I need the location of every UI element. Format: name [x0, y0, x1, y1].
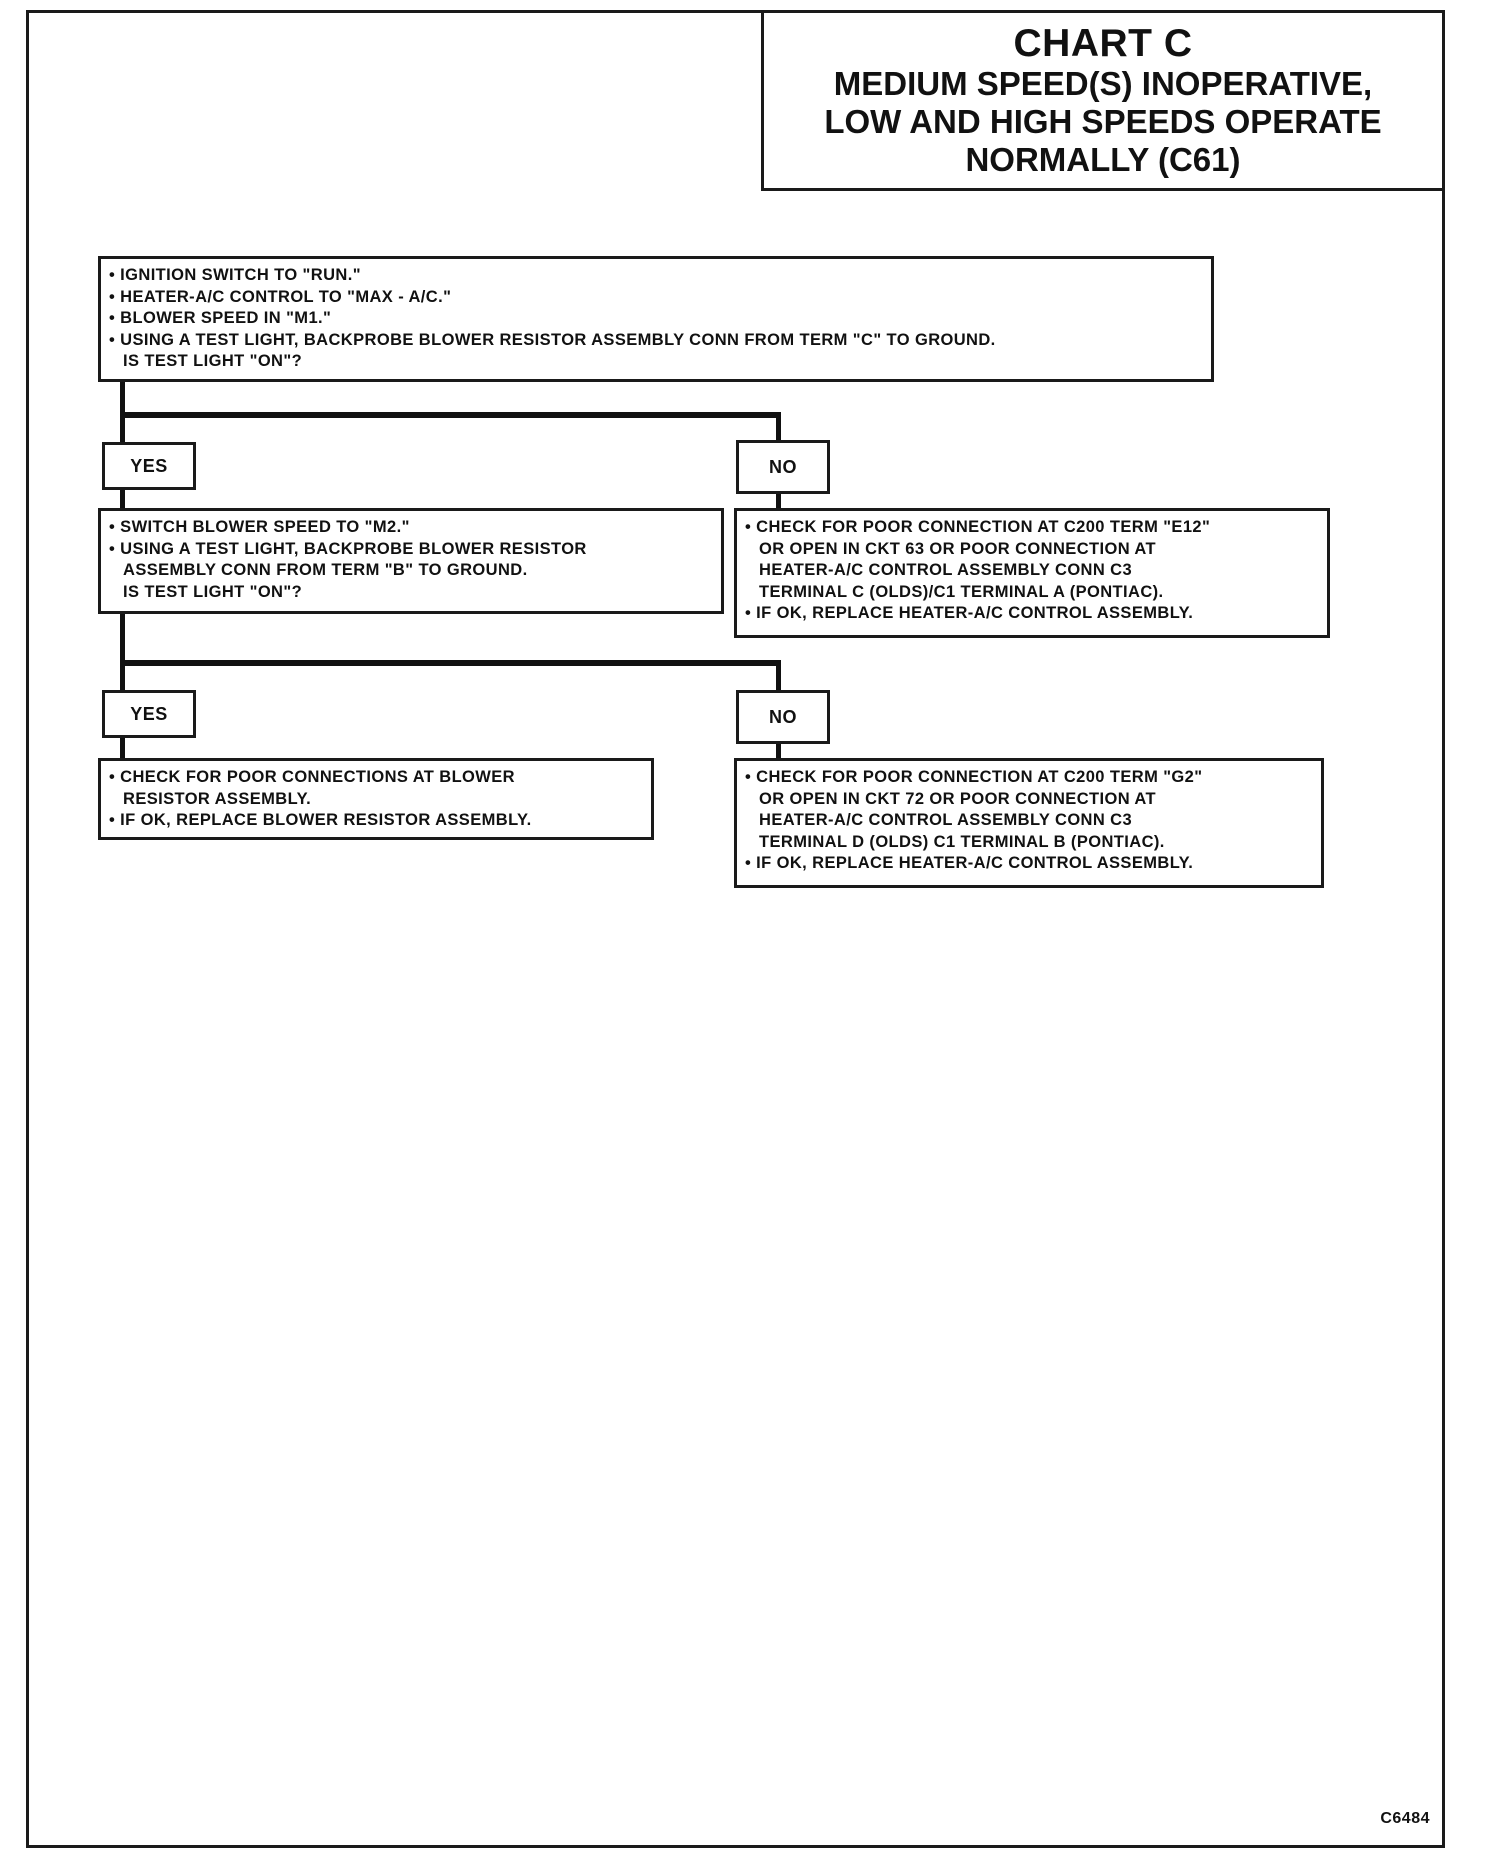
step2-yes-question: IS TEST LIGHT "ON"?: [123, 582, 303, 601]
chart-subtitle-line-3: NORMALLY (C61): [965, 141, 1241, 178]
figure-code: C6484: [1380, 1810, 1430, 1827]
step3-no-line: HEATER-A/C CONTROL ASSEMBLY CONN C3: [759, 811, 1133, 829]
step2-no-line: TERMINAL C (OLDS)/C1 TERMINAL A (PONTIAC).: [759, 582, 1164, 601]
step2-no-box: [734, 508, 1330, 638]
connector-step2-down: [120, 614, 125, 694]
branch2-yes-label: YES: [102, 690, 196, 738]
chart-subtitle-line-2: LOW AND HIGH SPEEDS OPERATE: [824, 103, 1382, 140]
step3-no-line: OR OPEN IN CKT 72 OR POOR CONNECTION AT: [759, 789, 1156, 808]
branch1-yes-label: YES: [102, 442, 196, 490]
chart-subtitle-line-1: MEDIUM SPEED(S) INOPERATIVE,: [833, 65, 1373, 102]
step3-yes-line: • IF OK, REPLACE BLOWER RESISTOR ASSEMBLY.: [109, 811, 532, 829]
connector-yes2-down: [120, 738, 125, 758]
step3-yes-line: • CHECK FOR POOR CONNECTIONS AT BLOWER: [109, 768, 515, 786]
connector-branch1-no-down: [776, 412, 781, 440]
step3-no-box: [734, 758, 1324, 888]
step2-no-line: • IF OK, REPLACE HEATER-A/C CONTROL ASSEMBLY.: [745, 604, 1194, 622]
step2-yes-line: • USING A TEST LIGHT, BACKPROBE BLOWER RESISTOR: [109, 539, 587, 558]
step1-box: [98, 256, 1214, 382]
step3-yes-line: RESISTOR ASSEMBLY.: [123, 789, 312, 808]
connector-branch2-horizontal: [120, 660, 781, 666]
connector-branch1-horizontal: [120, 412, 781, 418]
step1-line: • HEATER-A/C CONTROL TO "MAX - A/C.": [109, 287, 452, 306]
branch2-no-label: NO: [736, 690, 830, 744]
chart-title-box: [761, 10, 1445, 191]
step3-no-line: • IF OK, REPLACE HEATER-A/C CONTROL ASSEMBLY.: [745, 854, 1194, 872]
step2-no-line: • CHECK FOR POOR CONNECTION AT C200 TERM "E12": [745, 518, 1211, 536]
step3-no-line: • CHECK FOR POOR CONNECTION AT C200 TERM "G2": [745, 768, 1203, 786]
connector-no2-down: [776, 744, 781, 758]
step3-yes-box: [98, 758, 654, 840]
step2-yes-line: ASSEMBLY CONN FROM TERM "B" TO GROUND.: [123, 561, 528, 579]
step1-line: • IGNITION SWITCH TO "RUN.": [109, 266, 361, 284]
step2-no-line: HEATER-A/C CONTROL ASSEMBLY CONN C3: [759, 561, 1133, 579]
step2-yes-line: • SWITCH BLOWER SPEED TO "M2.": [109, 518, 410, 536]
connector-branch2-no-down: [776, 660, 781, 690]
connector-yes1-down: [120, 490, 125, 508]
step2-yes-box: [98, 508, 724, 614]
chart-title: CHART C: [1013, 22, 1193, 65]
step1-question: IS TEST LIGHT "ON"?: [123, 352, 303, 370]
step2-no-line: OR OPEN IN CKT 63 OR POOR CONNECTION AT: [759, 539, 1156, 558]
step3-no-line: TERMINAL D (OLDS) C1 TERMINAL B (PONTIAC).: [759, 832, 1165, 851]
step1-line: • USING A TEST LIGHT, BACKPROBE BLOWER RESISTOR ASSEMBLY CONN FROM TERM "C" TO GROUND.: [109, 330, 996, 349]
branch1-no-label: NO: [736, 440, 830, 494]
step1-line: • BLOWER SPEED IN "M1.": [109, 309, 332, 327]
